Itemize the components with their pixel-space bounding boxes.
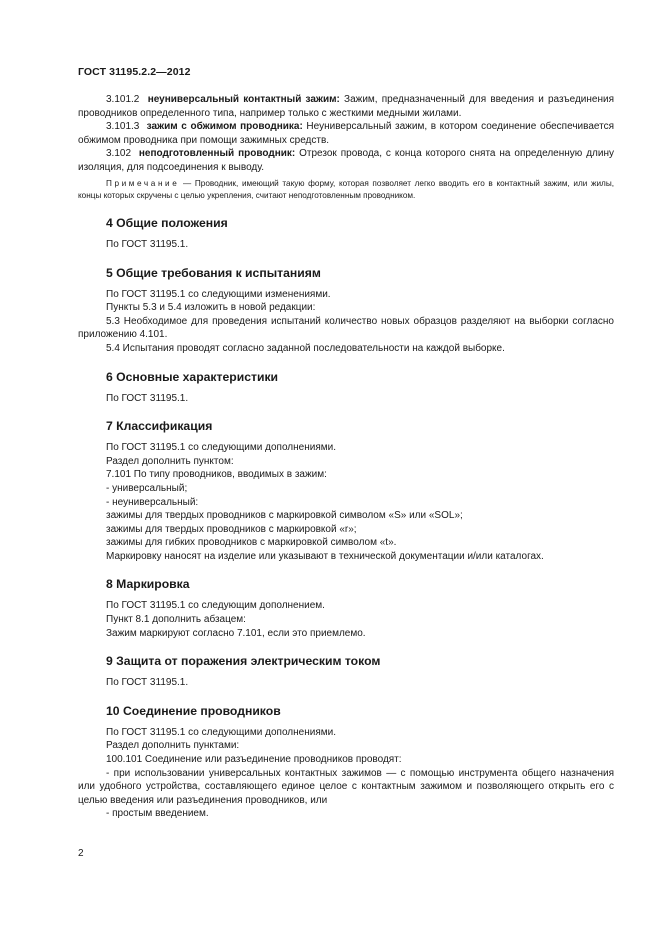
section-10-line: По ГОСТ 31195.1 со следующими дополнениями. xyxy=(106,726,336,738)
section-6-text: По ГОСТ 31195.1. xyxy=(106,392,189,404)
section-7-line: зажимы для гибких проводников с маркировкой символом «t». xyxy=(106,537,397,549)
definition-text: Зажим, предназначенный для введения и разъединения проводников определенного типа, например только с жесткими медными жилами. xyxy=(78,94,614,119)
section-8-line: По ГОСТ 31195.1 со следующим дополнением. xyxy=(106,600,325,612)
section-9-text: По ГОСТ 31195.1. xyxy=(106,677,189,689)
section-10-line: - при использовании универсальных контактных зажимов — с помощью инструмента общего назначения или удобного устройства, составляющего единое целое с контактным зажимом и позволяющего открыть его с целью введения или разъединения проводников, или xyxy=(78,767,614,806)
section-7-line: Раздел дополнить пунктом: xyxy=(106,455,234,467)
section-9-heading: 9 Защита от поражения электрическим током xyxy=(106,654,381,669)
defined-term: неуниверсальный контактный зажим: xyxy=(147,94,340,105)
section-7-line: - универсальный; xyxy=(106,482,188,494)
definition-3-101-2 xyxy=(78,93,614,120)
section-4-text: По ГОСТ 31195.1. xyxy=(106,238,189,250)
section-7-heading: 7 Классификация xyxy=(106,419,213,434)
section-6-heading: 6 Основные характеристики xyxy=(106,369,279,384)
definition-text: Отрезок провода, с конца которого снята на определенную длину изоляция, для подсоединения к выводу. xyxy=(78,148,614,173)
clause-number: 3.102 xyxy=(106,148,132,160)
definition-text: Неуниверсальный зажим, в котором соединение обеспечивается обжимом проводника при помощи зажимных средств. xyxy=(78,121,614,146)
clause-number: 3.101.3 xyxy=(106,121,140,133)
section-7-line: По ГОСТ 31195.1 со следующими дополнениями. xyxy=(106,442,336,454)
section-7-line: 7.101 По типу проводников, вводимых в зажим: xyxy=(106,469,327,481)
section-7-line: зажимы для твердых проводников с маркировкой «r»; xyxy=(106,523,357,535)
page-header-standard-title: ГОСТ 31195.2.2—2012 xyxy=(78,66,191,78)
section-5-line: По ГОСТ 31195.1 со следующими изменениями. xyxy=(106,288,331,300)
document-body xyxy=(78,93,614,821)
section-7-line: - неуниверсальный: xyxy=(106,496,199,508)
section-10-line: - простым введением. xyxy=(106,808,209,820)
defined-term: неподготовленный проводник: xyxy=(138,148,296,160)
section-10-heading: 10 Соединение проводников xyxy=(106,703,281,718)
section-5-line: 5.4 Испытания проводят согласно заданной последовательности на каждой выборке. xyxy=(106,342,505,354)
section-5-line: Пункты 5.3 и 5.4 изложить в новой редакции: xyxy=(106,302,316,314)
section-7-line: зажимы для твердых проводников с маркировкой символом «S» или «SOL»; xyxy=(106,510,463,522)
definition-3-102 xyxy=(78,147,614,174)
defined-term: зажим с обжимом проводника: xyxy=(146,121,303,133)
section-7-line: Маркировку наносят на изделие или указывают в технической документации и/или каталогах. xyxy=(106,550,544,562)
note xyxy=(78,178,614,202)
note-text: — Проводник, имеющий такую форму, которая позволяет легко вводить его в контактный зажим, или жилы, концы которых скручены с целью укрепления, считают неподготовленным проводником. xyxy=(78,178,614,200)
section-10-line: 100.101 Соединение или разъединение проводников проводят: xyxy=(106,754,402,766)
section-10-line: Раздел дополнить пунктами: xyxy=(106,740,240,752)
section-8-heading: 8 Маркировка xyxy=(106,577,190,592)
page-number: 2 xyxy=(78,848,84,859)
section-5-line: 5.3 Необходимое для проведения испытаний количество новых образцов разделяют на выборки согласно приложению 4.101. xyxy=(78,315,614,341)
section-8-line: Зажим маркируют согласно 7.101, если это приемлемо. xyxy=(106,627,366,639)
clause-number: 3.101.2 xyxy=(106,94,140,105)
note-lead: Примечание xyxy=(106,178,180,188)
section-5-heading: 5 Общие требования к испытаниям xyxy=(106,265,321,280)
section-4-heading: 4 Общие положения xyxy=(106,215,228,230)
definition-3-101-3 xyxy=(78,120,614,147)
section-8-line: Пункт 8.1 дополнить абзацем: xyxy=(106,614,246,626)
